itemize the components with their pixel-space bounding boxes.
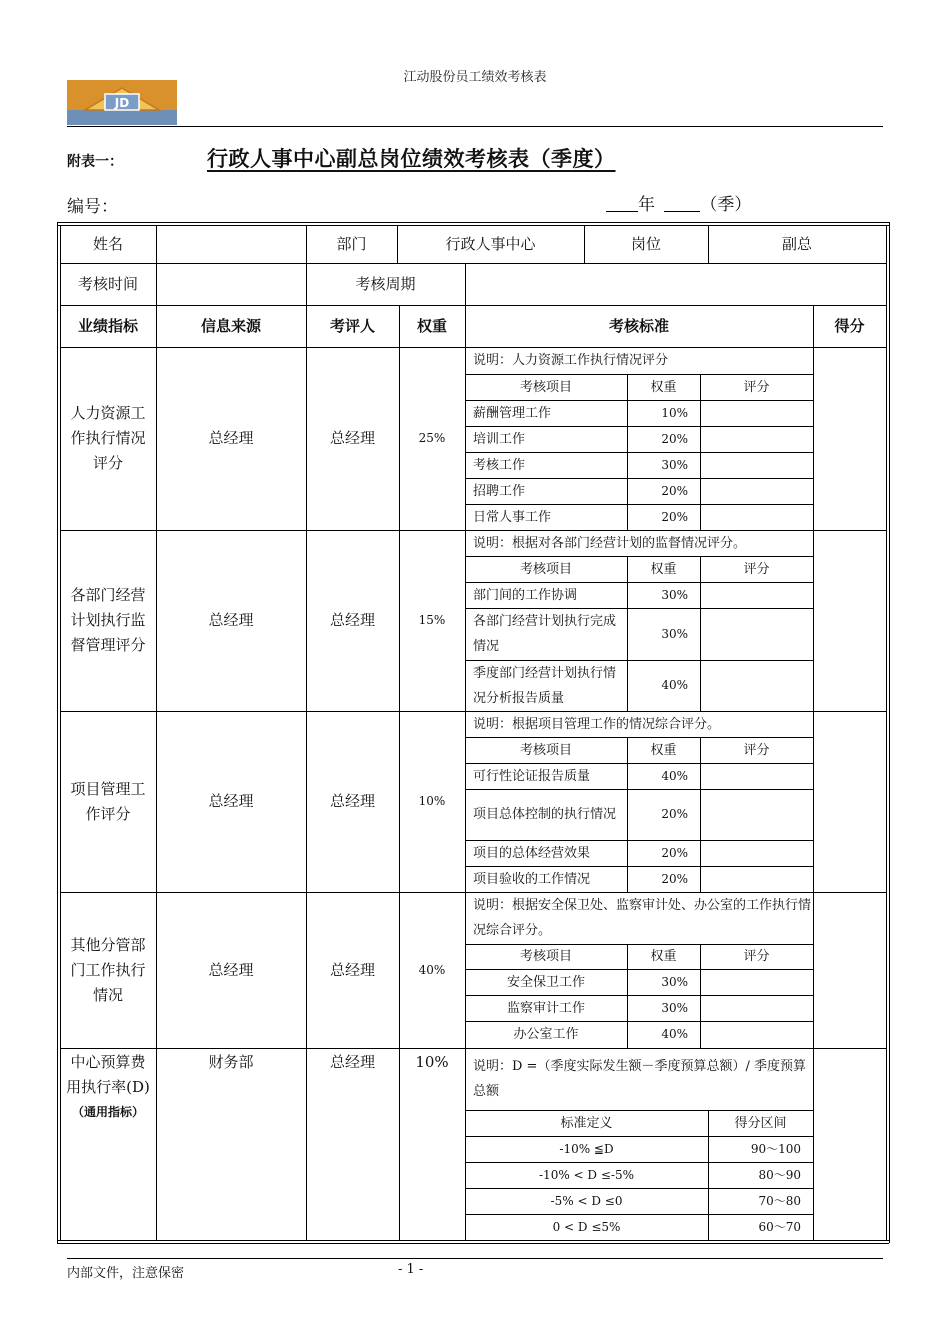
rating-field[interactable] xyxy=(700,995,813,1021)
name-label: 姓名 xyxy=(92,234,123,253)
rating-field[interactable] xyxy=(700,478,813,504)
indicator-name xyxy=(64,1048,152,1240)
footer-confidential: 内部文件，注意保密 xyxy=(67,1266,185,1281)
standard-description: 说明：人力资源工作执行情况评分 xyxy=(473,353,669,368)
sub-header-weight: 权重 xyxy=(650,561,677,577)
assessment-item: 项目的总体经营效果 xyxy=(473,845,591,861)
position-label: 岗位 xyxy=(630,234,661,253)
info-source: 总经理 xyxy=(208,960,254,979)
assessment-item-weight: 20% xyxy=(661,483,688,498)
criteria-score-range: 70～80 xyxy=(758,1193,801,1208)
rating-field[interactable] xyxy=(700,400,813,426)
assessment-item: 项目验收的工作情况 xyxy=(473,871,591,887)
table-rule-v xyxy=(60,225,61,1240)
assessment-item-weight: 20% xyxy=(661,845,688,860)
evaluator: 总经理 xyxy=(329,1052,375,1071)
table-rule-h xyxy=(57,1243,889,1244)
score-field[interactable] xyxy=(813,1048,886,1240)
table-rule-v xyxy=(886,225,887,1240)
assessment-item: 招聘工作 xyxy=(473,483,526,499)
sub-header-item: 考核项目 xyxy=(519,949,572,964)
rating-field[interactable] xyxy=(700,660,813,711)
assessment-item-weight: 30% xyxy=(661,626,688,641)
column-header-source: 信息来源 xyxy=(200,316,261,335)
indicator-note: （通用指标） xyxy=(71,1105,144,1119)
rating-field[interactable] xyxy=(700,763,813,789)
assessment-item-weight: 30% xyxy=(661,974,688,989)
sub-header-item: 考核项目 xyxy=(519,561,572,577)
attachment-label: 附表一： xyxy=(67,154,123,170)
assessment-item: 部门间的工作协调 xyxy=(473,587,578,603)
table-rule-h xyxy=(57,222,889,223)
assessment-period-field[interactable] xyxy=(465,263,886,305)
sub-header-weight: 权重 xyxy=(650,742,677,758)
column-header-standard: 考核标准 xyxy=(608,316,669,335)
rating-field[interactable] xyxy=(700,866,813,892)
indicator-name: 人力资源工作执行情况评分 xyxy=(70,404,146,472)
criteria-score-range: 80～90 xyxy=(758,1167,801,1182)
sub-header-rating: 评分 xyxy=(743,379,770,395)
assessment-item: 监察审计工作 xyxy=(506,1000,585,1016)
footer-divider xyxy=(67,1258,883,1259)
year-label: 年 xyxy=(638,195,655,215)
sub-header-range: 得分区间 xyxy=(734,1115,787,1131)
assessment-item: 安全保卫工作 xyxy=(506,974,585,990)
assessment-item: 办公室工作 xyxy=(513,1027,579,1042)
info-source: 总经理 xyxy=(208,792,254,810)
criteria-definition: -10% < D ≤-5% xyxy=(539,1167,634,1182)
criteria-definition: -10% ≦D xyxy=(559,1141,614,1156)
assessment-item-weight: 20% xyxy=(661,871,688,886)
standard-description: 说明：根据对各部门经营计划的监督情况评分。 xyxy=(473,535,747,551)
indicator-name: 项目管理工作评分 xyxy=(70,779,146,823)
quarter-label: （季） xyxy=(700,195,752,215)
assessment-time-label: 考核时间 xyxy=(77,274,138,293)
rating-field[interactable] xyxy=(700,504,813,530)
assessment-item: 培训工作 xyxy=(473,431,526,447)
assessment-item-weight: 30% xyxy=(661,1000,688,1015)
table-rule-v xyxy=(57,222,58,1243)
score-field[interactable] xyxy=(813,711,886,892)
rating-field[interactable] xyxy=(700,426,813,452)
svg-text:JD: JD xyxy=(114,96,130,110)
assessment-item-weight: 20% xyxy=(661,509,688,524)
header-divider xyxy=(67,126,883,127)
assessment-time-field[interactable] xyxy=(156,263,306,305)
standard-description: 说明：D =（季度实际发生额－季度预算总额）/ 季度预算总额 xyxy=(473,1059,806,1099)
indicator-weight: 10% xyxy=(415,1052,449,1071)
sub-header-rating: 评分 xyxy=(743,742,770,758)
year-blank[interactable] xyxy=(606,194,638,212)
assessment-item: 项目总体控制的执行情况 xyxy=(473,807,617,822)
sub-header-item: 考核项目 xyxy=(519,742,572,758)
column-header-score: 得分 xyxy=(834,316,865,335)
assessment-item: 日常人事工作 xyxy=(473,509,552,525)
table-rule-h xyxy=(57,1240,889,1241)
rating-field[interactable] xyxy=(700,608,813,660)
assessment-item-weight: 40% xyxy=(661,678,688,692)
assessment-period-label: 考核周期 xyxy=(355,274,416,293)
assessment-item-weight: 30% xyxy=(661,457,688,472)
number-label: 编号： xyxy=(67,197,118,217)
assessment-item-weight: 10% xyxy=(661,405,688,420)
sub-header-rating: 评分 xyxy=(743,561,770,577)
assessment-item: 考核工作 xyxy=(473,457,526,473)
assessment-item-weight: 30% xyxy=(661,587,688,602)
score-field[interactable] xyxy=(813,892,886,1048)
table-rule-v xyxy=(889,222,890,1243)
assessment-item-weight: 40% xyxy=(661,768,688,783)
criteria-score-range: 60～70 xyxy=(758,1219,801,1234)
quarter-blank[interactable] xyxy=(664,194,700,212)
sub-header-definition: 标准定义 xyxy=(560,1115,613,1131)
document-header-title: 江动股份员工绩效考核表 xyxy=(403,70,547,85)
evaluator: 总经理 xyxy=(329,429,375,447)
criteria-definition: 0 < D ≤5% xyxy=(552,1219,621,1234)
indicator-name: 各部门经营计划执行监督管理评分 xyxy=(70,586,146,654)
assessment-item-weight: 20% xyxy=(661,431,688,446)
criteria-definition: -5% < D ≤0 xyxy=(550,1193,623,1208)
year-quarter-fields xyxy=(606,190,751,215)
info-source: 总经理 xyxy=(208,611,254,629)
column-header-weight: 权重 xyxy=(416,316,447,335)
assessment-item: 各部门经营计划执行完成情况 xyxy=(473,614,617,654)
evaluator: 总经理 xyxy=(329,792,375,810)
assessment-item: 季度部门经营计划执行情况分析报告质量 xyxy=(473,665,617,706)
evaluator: 总经理 xyxy=(329,611,375,629)
column-header-indicator: 业绩指标 xyxy=(77,316,138,335)
sub-header-weight: 权重 xyxy=(650,949,677,964)
sub-header-weight: 权重 xyxy=(650,379,677,395)
assessment-item-weight: 40% xyxy=(661,1027,688,1041)
company-logo xyxy=(67,80,177,125)
page-number: - 1 - xyxy=(398,1262,424,1277)
rating-field[interactable] xyxy=(700,789,813,840)
column-header-evaluator: 考评人 xyxy=(329,316,375,335)
name-value-field[interactable] xyxy=(156,225,306,263)
rating-field[interactable] xyxy=(700,452,813,478)
sub-header-rating: 评分 xyxy=(743,949,770,964)
evaluator: 总经理 xyxy=(329,960,375,979)
department-value: 行政人事中心 xyxy=(445,234,536,253)
standard-description: 说明：根据安全保卫处、监察审计处、办公室的工作执行情况综合评分。 xyxy=(473,898,812,938)
indicator-weight: 15% xyxy=(418,613,446,627)
page-title: 行政人事中心副总岗位绩效考核表（季度） xyxy=(207,146,616,171)
indicator-weight: 25% xyxy=(418,431,446,445)
assessment-item-weight: 20% xyxy=(661,807,688,821)
rating-field[interactable] xyxy=(700,582,813,608)
indicator-name: 其他分管部门工作执行情况 xyxy=(70,935,146,1004)
standard-description: 说明：根据项目管理工作的情况综合评分。 xyxy=(473,716,721,732)
score-field[interactable] xyxy=(813,530,886,711)
info-source: 财务部 xyxy=(208,1052,254,1071)
position-value: 副总 xyxy=(781,234,812,253)
criteria-score-range: 90～100 xyxy=(750,1141,801,1156)
sub-header-item: 考核项目 xyxy=(519,379,572,395)
rating-field[interactable] xyxy=(700,1021,813,1048)
score-field[interactable] xyxy=(813,347,886,530)
department-label: 部门 xyxy=(336,234,367,253)
indicator-weight: 10% xyxy=(418,794,446,808)
assessment-item: 薪酬管理工作 xyxy=(473,405,552,421)
indicator-title: 中心预算费用执行率(D) xyxy=(66,1053,150,1096)
assessment-item: 可行性论证报告质量 xyxy=(473,768,591,784)
info-source: 总经理 xyxy=(208,429,254,447)
rating-field[interactable] xyxy=(700,840,813,866)
rating-field[interactable] xyxy=(700,969,813,995)
indicator-weight: 40% xyxy=(418,962,446,977)
